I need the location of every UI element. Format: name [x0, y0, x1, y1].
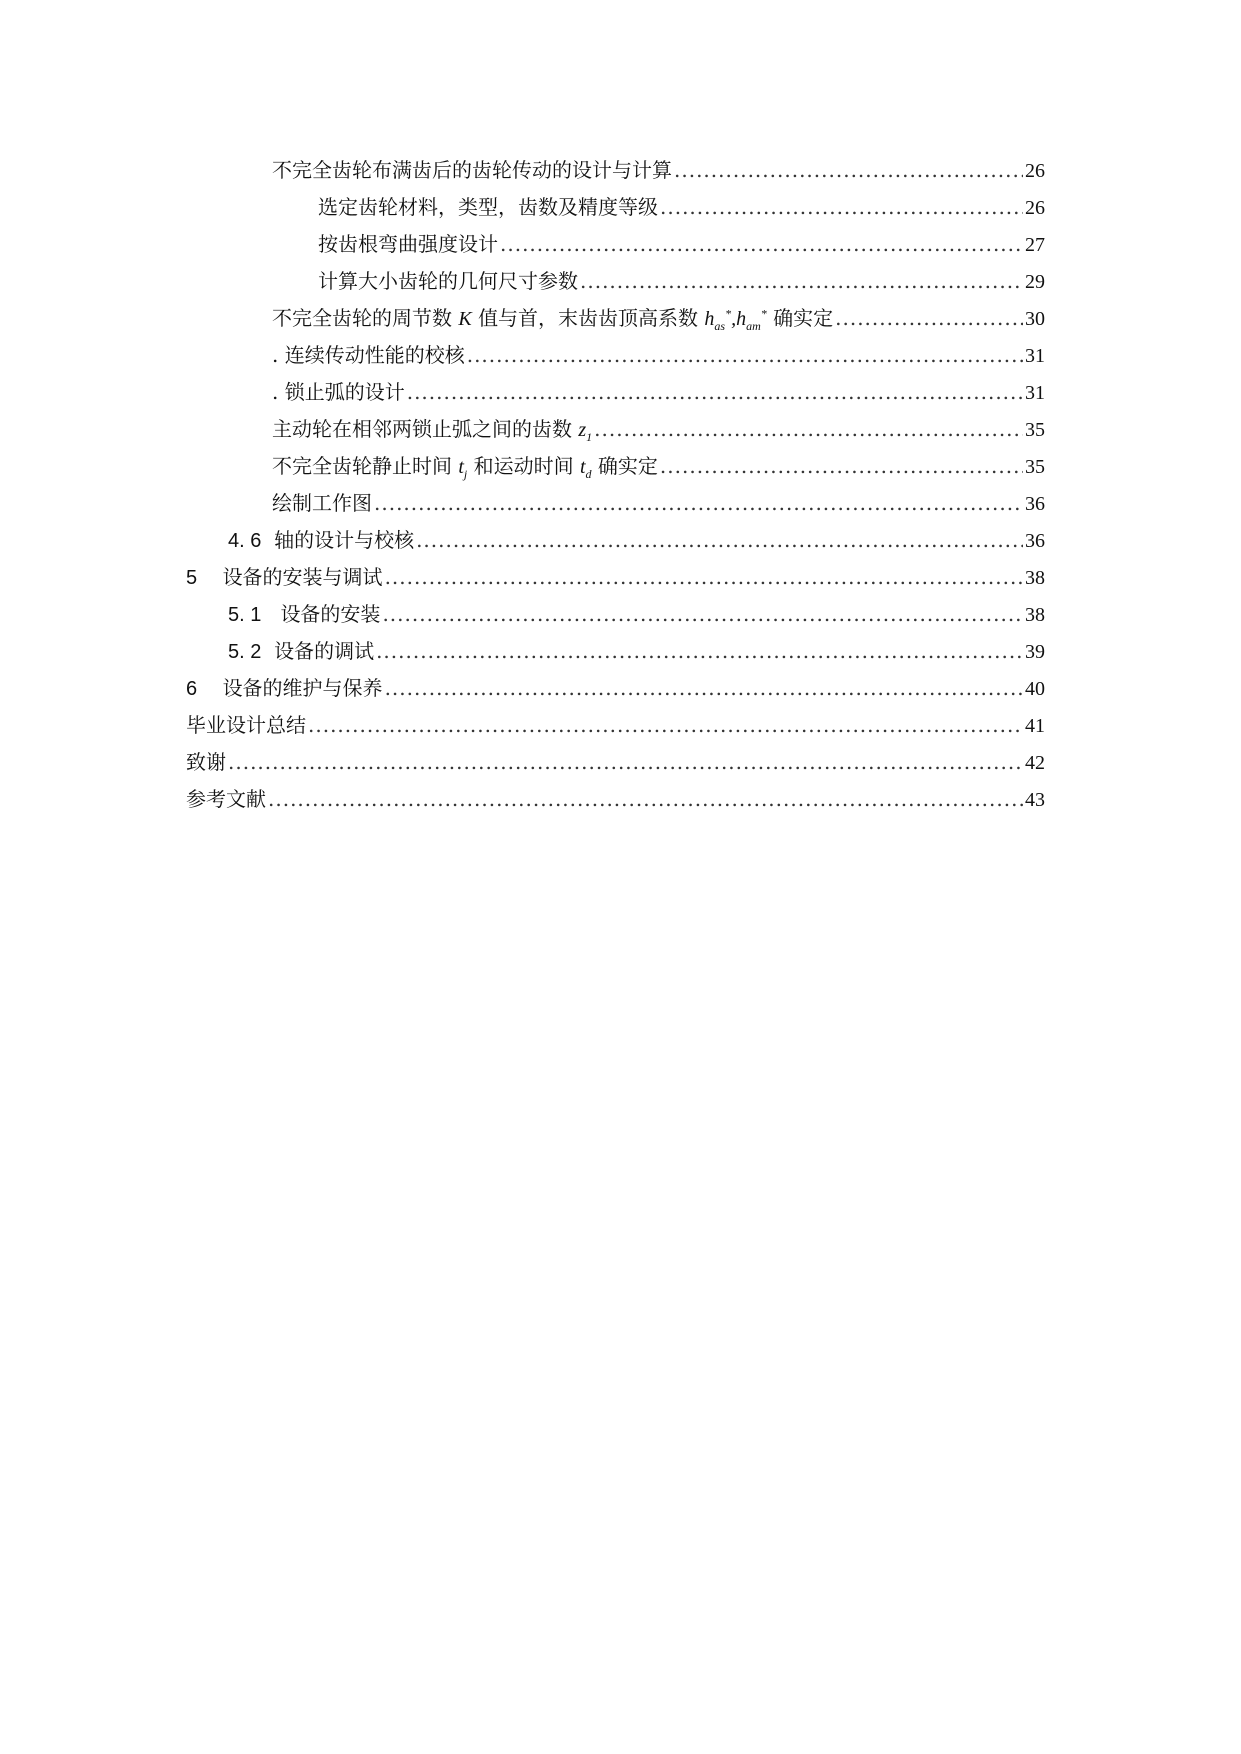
toc-entry[interactable]: [272, 487, 1045, 521]
toc-entry[interactable]: [186, 709, 1045, 743]
toc-entry[interactable]: [272, 376, 1045, 410]
toc-leader: [660, 454, 1023, 478]
section-number: 5. 1: [228, 604, 262, 626]
toc-entry[interactable]: [318, 265, 1045, 299]
toc-page-number: 39: [1025, 641, 1045, 663]
toc-text: 确实定: [773, 306, 834, 330]
math-var-k: K: [458, 308, 472, 330]
toc-entry-title: [272, 413, 592, 445]
toc-text: 值与首，末齿齿顶高系数: [478, 306, 699, 330]
toc-text: 和运动时间: [473, 454, 574, 478]
toc-entry[interactable]: [318, 191, 1045, 225]
toc-entry-title: . 连续传动性能的校核: [272, 343, 465, 367]
toc-entry[interactable]: [272, 302, 1045, 336]
toc-leader: [467, 343, 1023, 367]
toc-leader: [407, 380, 1023, 404]
toc-entry-title: . 锁止弧的设计: [272, 380, 405, 404]
toc-entry-title: [186, 561, 383, 590]
toc-leader: [268, 787, 1023, 811]
toc-text: 设备的维护与保养: [222, 676, 383, 700]
toc-page-number: 31: [1025, 345, 1045, 367]
toc-page-number: 36: [1025, 530, 1045, 552]
toc-text: 轴的设计与校核: [274, 528, 415, 552]
math-tj: $t_j$: [458, 456, 468, 481]
toc-entry-title: 致谢: [186, 750, 226, 774]
section-number: 6: [186, 678, 198, 700]
toc-entry[interactable]: [272, 339, 1045, 373]
toc-page-number: 35: [1025, 456, 1045, 478]
toc-page-number: 35: [1025, 419, 1045, 441]
toc-page-number: 26: [1025, 197, 1045, 219]
section-number: 5. 2: [228, 641, 262, 663]
toc-leader: [835, 306, 1023, 330]
toc-leader: [580, 269, 1023, 293]
toc-entry[interactable]: [186, 783, 1045, 817]
toc-leader: [385, 565, 1023, 589]
toc-entry-title: [272, 302, 833, 334]
toc-entry[interactable]: [272, 413, 1045, 447]
toc-leader: [385, 676, 1023, 700]
toc-entry-title: 不完全齿轮布满齿后的齿轮传动的设计与计算: [272, 158, 672, 182]
toc-entry-title: 参考文献: [186, 787, 266, 811]
toc-entry-title: 按齿根弯曲强度设计: [318, 232, 498, 256]
toc-entry[interactable]: [186, 746, 1045, 780]
toc-leader: [500, 232, 1023, 256]
toc-leader: [376, 639, 1023, 663]
toc-entry[interactable]: [186, 561, 1045, 595]
toc-entry-title: [228, 598, 380, 627]
toc-text: 不完全齿轮的周节数: [272, 306, 452, 330]
math-z1: $z_1$: [578, 419, 593, 444]
toc-entry-title: [272, 450, 658, 482]
toc-page-number: 43: [1025, 789, 1045, 811]
toc-text: 确实定: [597, 454, 658, 478]
toc-leader: [416, 528, 1023, 552]
toc-entry[interactable]: [228, 598, 1045, 632]
toc-entry-title: [228, 524, 414, 553]
toc-page-number: 27: [1025, 234, 1045, 256]
toc-leader: [594, 417, 1023, 441]
toc-text: 主动轮在相邻两锁止弧之间的齿数: [272, 417, 572, 441]
toc-page-number: 42: [1025, 752, 1045, 774]
toc-entry[interactable]: [228, 635, 1045, 669]
section-number: 5: [186, 567, 198, 589]
toc-text: 设备的调试: [274, 639, 375, 663]
toc-page-number: 38: [1025, 604, 1045, 626]
toc-page-number: 29: [1025, 271, 1045, 293]
toc-page-number: 36: [1025, 493, 1045, 515]
toc-leader: [308, 713, 1023, 737]
toc-page-number: 30: [1025, 308, 1045, 330]
toc-leader: [660, 195, 1023, 219]
toc-entry-title: [186, 672, 383, 701]
math-h-as: $h_{as}^*,h_{am}^*$: [704, 306, 767, 333]
toc-entry-title: 毕业设计总结: [186, 713, 306, 737]
toc-text: 设备的安装与调试: [222, 565, 383, 589]
toc-entry[interactable]: [272, 154, 1045, 188]
toc-text: 设备的安装: [280, 602, 381, 626]
toc-entry[interactable]: [318, 228, 1045, 262]
section-number: 4. 6: [228, 530, 262, 552]
toc-entry-title: 计算大小齿轮的几何尺寸参数: [318, 269, 578, 293]
math-td: $t_d$: [579, 456, 592, 481]
toc-text: 不完全齿轮静止时间: [272, 454, 452, 478]
toc-entry-title: 绘制工作图: [272, 491, 372, 515]
toc-page-number: 38: [1025, 567, 1045, 589]
toc-leader: [674, 158, 1023, 182]
toc-entry[interactable]: [186, 672, 1045, 706]
toc-entry-title: 选定齿轮材料，类型，齿数及精度等级: [318, 195, 658, 219]
toc-leader: [382, 602, 1023, 626]
toc-page-number: 31: [1025, 382, 1045, 404]
toc-page-number: 41: [1025, 715, 1045, 737]
toc-leader: [228, 750, 1023, 774]
toc-entry-title: [228, 635, 374, 664]
toc-entry[interactable]: [228, 524, 1045, 558]
toc-page-number: 26: [1025, 160, 1045, 182]
toc-page-number: 40: [1025, 678, 1045, 700]
toc-entry[interactable]: [272, 450, 1045, 484]
toc-leader: [374, 491, 1023, 515]
